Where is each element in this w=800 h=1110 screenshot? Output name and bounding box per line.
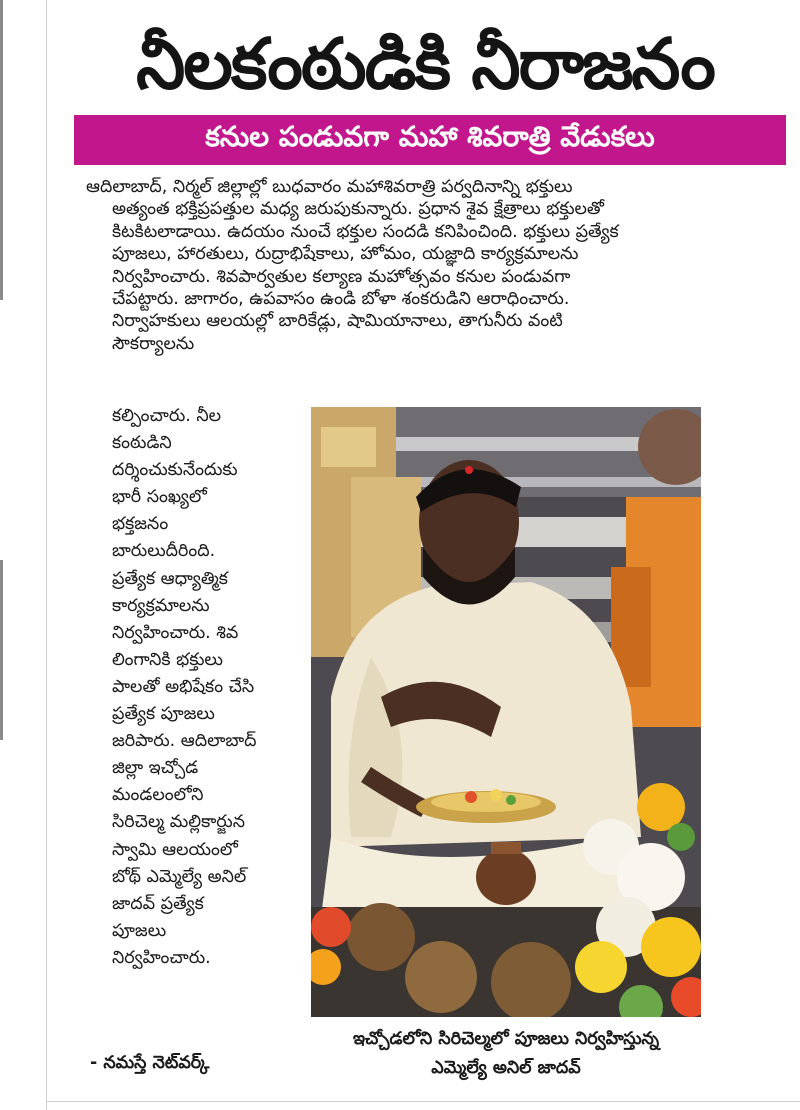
body-line: లింగానికి భక్తులు (112, 649, 223, 670)
body-line: చేపట్టారు. జాగారం, ఉపవాసం ఉండి బోళా శంకరుడిని ఆరాధించారు. (112, 289, 570, 310)
article-photo (311, 407, 701, 1017)
caption-line: ఎమ్మెల్యే అనిల్ జాదవ్ (431, 1058, 581, 1078)
body-line: జిల్లా ఇచ్చోడ (112, 758, 199, 779)
body-line: నిర్వహించారు. (112, 947, 211, 968)
gutter-rule (0, 560, 3, 740)
body-line: మండలంలోని (112, 785, 204, 806)
bottom-divider (46, 1101, 800, 1102)
body-line: పూజలు, హారతులు, రుద్రాభిషేకాలు, హోమం, యజ్ఞాది కార్యక్రమాలను (112, 244, 579, 265)
body-line: జాదవ్ ప్రత్యేక (112, 893, 204, 914)
body-line: కంఠుడిని (112, 433, 172, 454)
body-line: సిరిచెల్మ మల్లికార్జున (112, 812, 246, 833)
photo-illustration (311, 407, 701, 1017)
body-line: భారీ సంఖ్యలో (112, 487, 207, 508)
body-line: బోథ్ ఎమ్మెల్యే అనిల్ (112, 866, 247, 887)
body-line: కల్పించారు. నీల (112, 406, 222, 426)
body-line: కిటకిటలాడాయి. ఉదయం నుంచే భక్తుల సందడి కనిపించింది. భక్తులు ప్రత్యేక (112, 221, 619, 242)
body-line: ప్రత్యేక పూజలు (112, 704, 215, 725)
gutter-rule (0, 0, 3, 300)
body-line: సౌకర్యాలను (112, 333, 195, 354)
caption-line: ఇచ్చోడలోని సిరిచెల్మలో పూజలు నిర్వహిస్తున్న (352, 1029, 660, 1049)
article-byline: - నమస్తే నెట్‌వర్క్ (90, 1053, 210, 1073)
page-gutter (0, 0, 46, 1110)
body-line: బారులుదీరింది. (112, 541, 216, 562)
article-subheadline: కనుల పండువగా మహా శివరాత్రి వేడుకలు (205, 120, 655, 153)
article-headline: నీలకంఠుడికి నీరాజనం (136, 23, 714, 105)
article-body-lead (86, 176, 736, 355)
article-body-column (112, 403, 302, 972)
body-line: పాలతో అభిషేకం చేసి (112, 676, 255, 697)
body-line: ప్రత్యేక ఆధ్యాత్మిక (112, 568, 228, 589)
column-divider (46, 0, 47, 1110)
body-line: దర్శించుకునేందుకు (112, 460, 238, 481)
body-line: నిర్వాహకులు ఆలయల్లో బారికేడ్లు, షామియానాలు, తాగునీరు వంటి (112, 311, 563, 332)
body-line: నిర్వహించారు. శివపార్వతుల కల్యాణ మహోత్సవం కనుల పండువగా (112, 266, 571, 287)
body-line: నిర్వహించారు. శివ (112, 622, 239, 643)
body-line: ఆదిలాబాద్, నిర్మల్ జిల్లాల్లో బుధవారం మహాశివరాత్రి పర్వదినాన్ని భక్తులు (86, 177, 573, 197)
subheadline-band (74, 115, 786, 165)
body-line: భక్తజనం (112, 514, 169, 535)
body-line: కార్యక్రమాలను (112, 595, 210, 616)
body-line: అత్యంత భక్తిప్రపత్తుల మధ్య జరుపుకున్నారు. ప్రధాన శైవ క్షేత్రాలు భక్తులతో (112, 199, 605, 220)
body-line: పూజలు (112, 920, 167, 941)
photo-caption (311, 1025, 701, 1083)
body-line: స్వామి ఆలయంలో (112, 839, 238, 860)
body-line: జరిపారు. ఆదిలాబాద్ (112, 731, 257, 752)
